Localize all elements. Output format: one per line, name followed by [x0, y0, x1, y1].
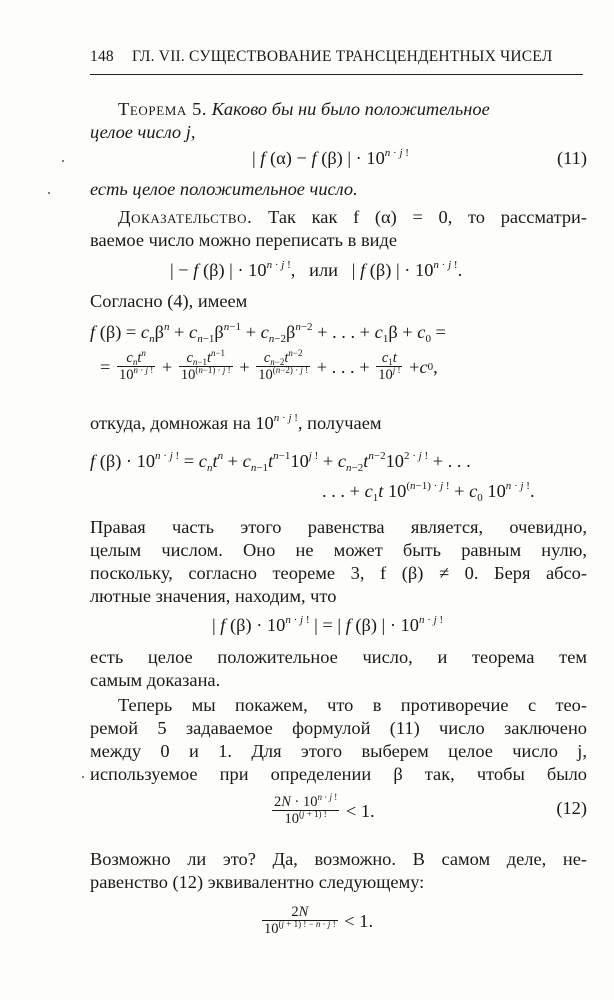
cont-line-2: ремой 5 задаваемое формулой (11) число заключено — [90, 718, 587, 738]
formula-rewrite: | − f (β) | · $10^{n \cdot j !}$, или | f (β) | · $10^{n \cdot j !}$. — [170, 259, 463, 280]
eq-number-11: (11) — [557, 148, 587, 168]
theorem-line-2: целое число j, — [90, 122, 196, 142]
running-head — [90, 48, 587, 66]
running-title: ГЛ. VII. СУЩЕСТВОВАНИЕ ТРАНСЦЕНДЕНТНЫХ ЧИСЕЛ — [131, 48, 553, 65]
formula-f-beta: f $(\beta) = c_n\beta^n + c_{n-1}\beta^{n-1} + c_{n-2}\beta^{n-2}$ + . . . + $c_1\beta + c_0$ = — [90, 321, 446, 345]
formula-product-2: . . . + $c_1t$ $10^{(n-1) \cdot j !} + c_0$ $10^{n \cdot j !}$. — [322, 480, 535, 504]
para3-line-1: есть целое положительное число, и теорема тем — [90, 647, 587, 667]
proof-line-1-rest: Так как f (α) = 0, то рассматри- — [268, 207, 587, 227]
according-line: Согласно (4), имеем — [90, 291, 248, 311]
whence-line: откуда, домножая на $10^{n \cdot j !}$, получаем — [90, 412, 382, 433]
whence-text: откуда, домножая на 10 — [90, 413, 274, 433]
theorem-label: Теорема 5. — [118, 99, 208, 119]
formula-abs: | f $(\beta) \cdot 10^{n \cdot j !}$ | = | f (β) | · $10^{n \cdot j !}$ — [212, 614, 444, 635]
formula-11: | f (α) − f (β) | · $10^{n \cdot j !}$ — [252, 147, 409, 168]
para3-line-2: самым доказана. — [90, 670, 221, 690]
proof-line-2: ваемое число можно переписать в виде — [90, 230, 397, 250]
theorem-line-3: есть целое положительное число. — [90, 179, 358, 199]
cont-line-5: Возможно ли это? Да, возможно. В самом деле, не- — [90, 849, 587, 869]
cont-line-1: Теперь мы покажем, что в противоречие с тео- — [118, 695, 587, 715]
formula-12: $\frac{2N \cdot 10^{n \cdot j !}}{10^{(j + 1) !}}$ < 1. — [274, 792, 375, 827]
cont-line-3: между 0 и 1. Для этого выберем целое число j, — [90, 741, 587, 761]
theorem-line-1 — [118, 98, 490, 121]
or-word: или — [309, 260, 338, 280]
print-speck — [48, 192, 50, 194]
header-rule — [90, 74, 583, 75]
page-number: 148 — [90, 48, 114, 65]
formula-final: $\frac{2N}{10^{(j + 1) ! - n \cdot j !}}$ < 1. — [264, 904, 374, 937]
formula-expansion: = $\frac{c_nt^n}{10^{n \cdot j !}}$ + $\frac{c_{n-1}t^{n-1}}{10^{(n-1) \cdot j !}}$ + $\frac{c_{n-2}t^{n-2}}{10^{(n-2) \cdot j !}}$ + . . . + $\frac{c_1t}{10^{j !}}$ + c 0 , — [100, 348, 438, 383]
formula-product-1: f $(\beta) \cdot 10^{n \cdot j !} = c_nt^n + c_{n-1}t^{n-1}10^{j !} + c_{n-2}t^{n-2}10^{2 \cdot j !}$ + . . . — [90, 450, 471, 474]
whence-end: , получаем — [297, 413, 382, 433]
eq-number-12: (12) — [556, 798, 587, 818]
proof-line-1 — [118, 206, 587, 229]
para2-line-4: лютные значения, находим, что — [90, 586, 337, 606]
para2-line-1: Правая часть этого равенства является, очевидно, — [90, 517, 587, 537]
para2-line-3: поскольку, согласно теореме 3, f (β) ≠ 0. Беря абсо- — [90, 563, 587, 583]
cont-line-6: равенство (12) эквивалентно следующему: — [90, 872, 425, 892]
proof-label: Доказательство. — [118, 207, 253, 227]
cont-line-4: используемое при определении β так, чтобы было — [90, 764, 587, 784]
theorem-statement-1: Каково бы ни было положительное — [211, 99, 490, 119]
print-speck — [82, 776, 84, 778]
print-speck — [62, 160, 64, 162]
para2-line-2: целым числом. Оно не может быть равным нулю, — [90, 540, 587, 560]
